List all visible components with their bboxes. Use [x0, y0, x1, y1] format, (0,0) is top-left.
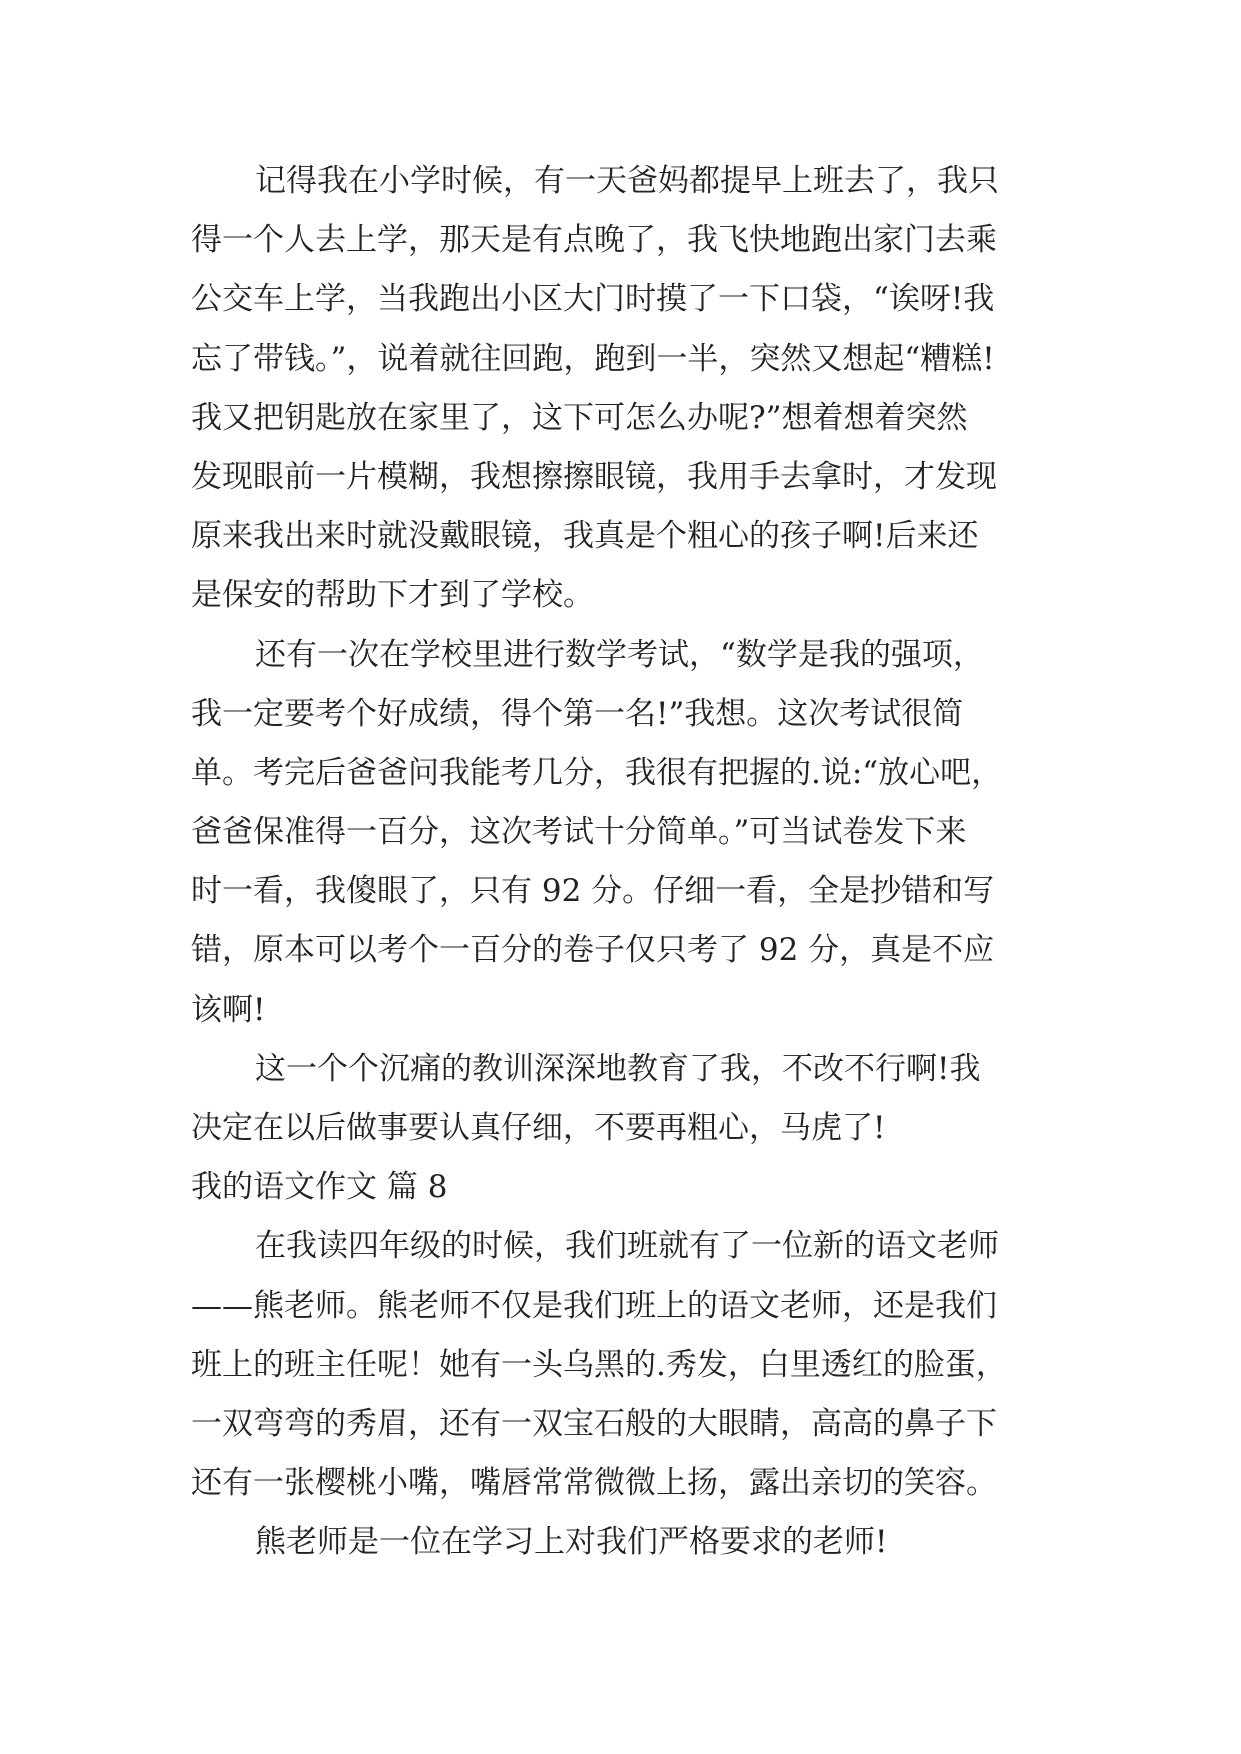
heading-text: 我的语文作文 篇 8	[191, 1169, 448, 1206]
paragraph-line: 在我读四年级的时候，我们班就有了一位新的语文老师	[255, 1228, 999, 1265]
paragraph-line: 该啊!	[191, 991, 266, 1028]
paragraph-line: 时一看，我傻眼了，只有 92 分。仔细一看，全是抄错和写	[191, 873, 995, 910]
paragraph-line: 班上的班主任呢！她有一头乌黑的.秀发，白里透红的脸蛋，	[191, 1346, 1007, 1383]
paragraph-line: 还有一张樱桃小嘴，嘴唇常常微微上扬，露出亲切的笑容。	[191, 1465, 997, 1502]
paragraph-line: 忘了带钱。”，说着就往回跑，跑到一半，突然又想起“糟糕!	[191, 340, 995, 377]
paragraph-line: 原来我出来时就没戴眼镜，我真是个粗心的孩子啊!后来还	[191, 518, 979, 555]
paragraph-line: 发现眼前一片模糊，我想擦擦眼镜，我用手去拿时，才发现	[191, 458, 997, 495]
paragraph-line: 记得我在小学时候，有一天爸妈都提早上班去了，我只	[255, 163, 999, 199]
paragraph-line: 这一个个沉痛的教训深深地教育了我，不改不行啊!我	[255, 1050, 981, 1087]
section-heading	[191, 1158, 1071, 1217]
paragraph	[191, 152, 1071, 626]
paragraph-line: 决定在以后做事要认真仔细，不要再粗心，马虎了!	[191, 1110, 886, 1146]
paragraph-line: 错，原本可以考个一百分的卷子仅只考了 92 分，真是不应	[191, 932, 995, 969]
paragraph-line: 一双弯弯的秀眉，还有一双宝石般的大眼睛，高高的鼻子下	[191, 1405, 997, 1442]
paragraph-line: 爸爸保准得一百分，这次考试十分简单。”可当试卷发下来	[191, 814, 967, 851]
paragraph-line: 单。考完后爸爸问我能考几分，我很有把握的.说:“放心吧，	[191, 754, 1003, 791]
paragraph	[191, 1513, 1071, 1572]
paragraph	[191, 1217, 1071, 1513]
paragraph	[191, 1040, 1071, 1158]
paragraph-line: 得一个人去上学，那天是有点晚了，我飞快地跑出家门去乘	[191, 222, 997, 259]
paragraph-line: 还有一次在学校里进行数学考试，“数学是我的强项，	[255, 636, 984, 673]
paragraph-line: 我一定要考个好成绩，得个第一名!”我想。这次考试很简	[191, 695, 964, 732]
paragraph-line: 公交车上学，当我跑出小区大门时摸了一下口袋，“诶呀!我	[191, 281, 995, 318]
paragraph	[191, 626, 1071, 1040]
paragraph-line: 是保安的帮助下才到了学校。	[191, 577, 594, 614]
document-body	[191, 152, 1071, 1573]
paragraph-line: 我又把钥匙放在家里了，这下可怎么办呢?”想着想着突然	[191, 399, 968, 436]
paragraph-line: 熊老师是一位在学习上对我们严格要求的老师!	[255, 1524, 888, 1561]
paragraph-line: ——熊老师。熊老师不仅是我们班上的语文老师，还是我们	[191, 1287, 997, 1324]
